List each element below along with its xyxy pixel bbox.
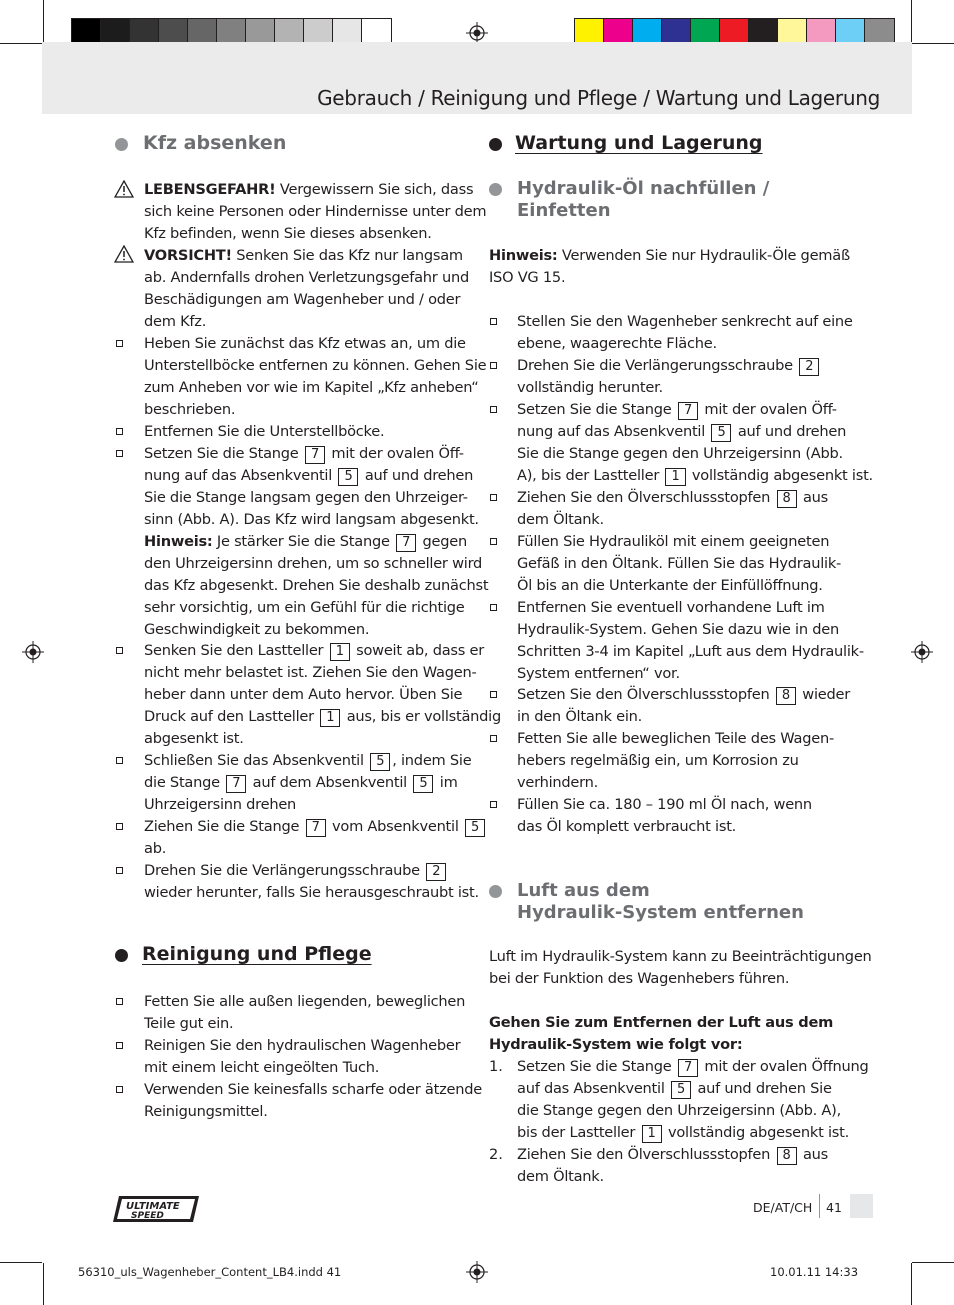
text: nicht mehr belastet ist. Ziehen Sie den Wagen- xyxy=(144,664,477,681)
text: A), bis der Lastteller xyxy=(517,467,664,484)
text: sich keine Personen oder Hindernisse unter dem xyxy=(144,203,487,220)
text: abgesenkt ist. xyxy=(144,730,244,747)
part-number: 5 xyxy=(671,1081,691,1099)
instruction-heading xyxy=(489,1012,833,1056)
crop-mark xyxy=(912,1262,954,1263)
list-item xyxy=(144,750,471,816)
warning-label: LEBENSGEFAHR! xyxy=(144,181,276,198)
text: vollständig herunter. xyxy=(517,379,663,396)
text: Sie die Stange langsam gegen den Uhrzeiger- xyxy=(144,489,468,506)
text: Einfetten xyxy=(517,200,611,221)
hint-label: Hinweis: xyxy=(489,247,558,264)
crop-mark xyxy=(43,0,44,42)
country-codes: DE/AT/CH xyxy=(753,1200,813,1215)
list-bullet-icon xyxy=(116,428,123,435)
list-bullet-icon xyxy=(490,801,497,808)
text: hebers regelmäßig ein, um Korrosion zu xyxy=(517,752,799,769)
text: verhindern. xyxy=(517,774,599,791)
text: Druck auf den Lastteller xyxy=(144,708,319,725)
part-number: 7 xyxy=(678,402,698,420)
text: Setzen Sie die Stange xyxy=(517,1058,676,1075)
text: Gehen Sie zum Entfernen der Luft aus dem xyxy=(489,1014,834,1031)
text: auf und drehen xyxy=(733,423,847,440)
text: Verwenden Sie nur Hydraulik-Öle gemäß xyxy=(557,247,850,264)
warning-label: VORSICHT! xyxy=(144,247,232,264)
registration-mark-icon xyxy=(466,1261,488,1283)
section-bullet-icon xyxy=(489,183,502,196)
list-item xyxy=(144,1035,460,1079)
list-bullet-icon xyxy=(490,538,497,545)
list-bullet-icon xyxy=(116,1042,123,1049)
list-bullet-icon xyxy=(116,340,123,347)
text: bis der Lastteller xyxy=(517,1124,640,1141)
text: Je stärker Sie die Stange xyxy=(212,533,395,550)
text: Verwenden Sie keinesfalls scharfe oder ätzende xyxy=(144,1081,482,1098)
text: auf das Absenkventil xyxy=(517,1080,670,1097)
warning-triangle-icon xyxy=(114,245,134,263)
text: mit der ovalen Öffnung xyxy=(699,1058,869,1075)
text: auf und drehen Sie xyxy=(693,1080,832,1097)
text: Ziehen Sie den Ölverschlussstopfen xyxy=(517,489,775,506)
hint-label: Hinweis: xyxy=(144,533,213,550)
section-bullet-icon xyxy=(115,138,128,151)
section-bullet-icon xyxy=(115,949,128,962)
list-item xyxy=(517,399,873,487)
text: Hydraulik-Öl nachfüllen / xyxy=(517,178,770,199)
text: Ziehen Sie den Ölverschlussstopfen xyxy=(517,1146,775,1163)
part-number: 7 xyxy=(305,446,325,464)
svg-text:SPEED: SPEED xyxy=(131,1211,164,1221)
part-number: 1 xyxy=(320,709,340,727)
list-item xyxy=(517,355,821,399)
page-tab xyxy=(850,1194,873,1218)
list-bullet-icon xyxy=(116,998,123,1005)
text: ab. Andernfalls drohen Verletzungsgefahr und xyxy=(144,269,469,286)
text: Hydraulik-System wie folgt vor: xyxy=(489,1036,743,1053)
numbered-step xyxy=(517,1056,869,1144)
text: Stellen Sie den Wagenheber senkrecht auf eine xyxy=(517,313,853,330)
list-bullet-icon xyxy=(116,647,123,654)
text: in den Öltank ein. xyxy=(517,708,643,725)
list-item xyxy=(144,991,465,1035)
text: Teile gut ein. xyxy=(144,1015,234,1032)
ultimate-speed-logo xyxy=(113,1194,201,1224)
text: ebene, waagerechte Fläche. xyxy=(517,335,717,352)
part-number: 8 xyxy=(777,490,797,508)
text: ISO VG 15. xyxy=(489,269,566,286)
text: mit der ovalen Öff- xyxy=(699,401,837,418)
section-heading-reinigung: Reinigung und Pflege xyxy=(142,943,372,965)
registration-mark-icon xyxy=(911,641,933,663)
part-number: 5 xyxy=(338,468,358,486)
text: Hydraulik-System. Gehen Sie dazu wie in den xyxy=(517,621,839,638)
list-item xyxy=(144,421,384,443)
text: das Öl komplett verbraucht ist. xyxy=(517,818,737,835)
text: vollständig abgesenkt ist. xyxy=(687,467,873,484)
list-item xyxy=(144,333,486,421)
crop-mark xyxy=(912,43,954,44)
text: Fetten Sie alle außen liegenden, beweglichen xyxy=(144,993,466,1010)
text: Öl bis an die Unterkante der Einfüllöffnung. xyxy=(517,577,823,594)
text: den Uhrzeigersinn drehen, um so schneller wird xyxy=(144,555,483,572)
text: im xyxy=(435,774,458,791)
text: zum Anheben vor wie im Kapitel „Kfz anheben“ xyxy=(144,379,479,396)
text: Luft im Hydraulik-System kann zu Beeinträchtigungen xyxy=(489,948,872,965)
text: dem Öltank. xyxy=(517,511,604,528)
text: Sie die Stange gegen den Uhrzeigersinn (Abb. xyxy=(517,445,843,462)
list-bullet-icon xyxy=(490,318,497,325)
text: gegen xyxy=(418,533,467,550)
text: System entfernen“ vor. xyxy=(517,665,680,682)
warning-lebensgefahr xyxy=(144,179,486,245)
list-item xyxy=(144,860,479,904)
text: das Kfz abgesenkt. Drehen Sie deshalb zunächst xyxy=(144,577,489,594)
registration-mark-icon xyxy=(22,641,44,663)
warning-triangle-icon xyxy=(114,180,134,198)
crop-mark xyxy=(911,0,912,42)
text: dem Kfz. xyxy=(144,313,207,330)
list-bullet-icon xyxy=(116,867,123,874)
list-item xyxy=(144,443,488,641)
part-number: 1 xyxy=(642,1125,662,1143)
text: aus xyxy=(798,1146,828,1163)
crop-mark xyxy=(43,1263,44,1305)
list-item xyxy=(517,487,828,531)
text: aus, bis er vollständig xyxy=(342,708,501,725)
page-title: Gebrauch / Reinigung und Pflege / Wartung und Lagerung xyxy=(317,86,880,110)
part-number: 1 xyxy=(330,643,350,661)
text: nung auf das Absenkventil xyxy=(144,467,337,484)
text: , indem Sie xyxy=(392,752,472,769)
text: mit einem leicht eingeölten Tuch. xyxy=(144,1059,380,1076)
numbered-step xyxy=(517,1144,828,1188)
list-bullet-icon xyxy=(490,362,497,369)
crop-mark xyxy=(0,1262,42,1263)
text: Uhrzeigersinn drehen xyxy=(144,796,297,813)
list-bullet-icon xyxy=(116,823,123,830)
list-item xyxy=(517,794,812,838)
svg-text:ULTIMATE: ULTIMATE xyxy=(126,1201,180,1212)
crop-mark xyxy=(0,43,42,44)
list-item xyxy=(144,1079,482,1123)
step-number: 2. xyxy=(489,1146,503,1163)
text: Senken Sie das Kfz nur langsam xyxy=(231,247,463,264)
list-bullet-icon xyxy=(490,604,497,611)
hint-paragraph xyxy=(489,245,850,289)
part-number: 5 xyxy=(370,753,390,771)
text: nung auf das Absenkventil xyxy=(517,423,710,440)
section-heading-wartung: Wartung und Lagerung xyxy=(515,132,763,154)
text: Drehen Sie die Verlängerungsschraube xyxy=(517,357,798,374)
part-number: 7 xyxy=(306,819,326,837)
text: Füllen Sie Hydrauliköl mit einem geeigneten xyxy=(517,533,830,550)
text: sehr vorsichtig, um ein Gefühl für die richtige xyxy=(144,599,465,616)
text: Kfz befinden, wenn Sie dieses absenken. xyxy=(144,225,432,242)
text: vollständig abgesenkt ist. xyxy=(663,1124,849,1141)
date-slug: 10.01.11 14:33 xyxy=(770,1265,859,1279)
part-number: 5 xyxy=(413,775,433,793)
text: beschrieben. xyxy=(144,401,236,418)
text: Senken Sie den Lastteller xyxy=(144,642,328,659)
text: Beschädigungen am Wagenheber und / oder xyxy=(144,291,461,308)
text: auf und drehen xyxy=(360,467,474,484)
page-number: 41 xyxy=(826,1200,842,1215)
list-bullet-icon xyxy=(116,450,123,457)
text: mit der ovalen Öff- xyxy=(326,445,464,462)
part-number: 8 xyxy=(776,687,796,705)
list-item xyxy=(144,640,501,750)
subsection-heading-luft xyxy=(517,880,804,924)
text: Setzen Sie den Ölverschlussstopfen xyxy=(517,686,774,703)
list-item xyxy=(517,684,850,728)
text: Setzen Sie die Stange xyxy=(517,401,676,418)
part-number: 7 xyxy=(678,1059,698,1077)
text: Vergewissern Sie sich, dass xyxy=(275,181,474,198)
list-item xyxy=(144,816,487,860)
part-number: 8 xyxy=(777,1147,797,1165)
text: Luft aus dem xyxy=(517,880,650,901)
text: auf dem Absenkventil xyxy=(248,774,412,791)
part-number: 7 xyxy=(396,534,416,552)
text: Ziehen Sie die Stange xyxy=(144,818,304,835)
text: Geschwindigkeit zu bekommen. xyxy=(144,621,370,638)
text: Reinigungsmittel. xyxy=(144,1103,268,1120)
text: wieder herunter, falls Sie herausgeschraubt ist. xyxy=(144,884,479,901)
text: Entfernen Sie die Unterstellböcke. xyxy=(144,423,385,440)
text: die Stange xyxy=(144,774,225,791)
step-number: 1. xyxy=(489,1058,503,1075)
list-bullet-icon xyxy=(490,494,497,501)
text: Fetten Sie alle beweglichen Teile des Wagen- xyxy=(517,730,834,747)
crop-mark xyxy=(911,1263,912,1305)
text: die Stange gegen den Uhrzeigersinn (Abb. A), xyxy=(517,1102,841,1119)
part-number: 1 xyxy=(665,468,685,486)
text: vom Absenkventil xyxy=(327,818,464,835)
text: aus xyxy=(798,489,828,506)
part-number: 2 xyxy=(426,863,446,881)
text: dem Öltank. xyxy=(517,1168,604,1185)
text: Heben Sie zunächst das Kfz etwas an, um die xyxy=(144,335,466,352)
text: Schritten 3-4 im Kapitel „Luft aus dem Hydraulik- xyxy=(517,643,864,660)
list-item xyxy=(517,311,853,355)
text: Reinigen Sie den hydraulischen Wagenheber xyxy=(144,1037,461,1054)
part-number: 5 xyxy=(465,819,485,837)
text: Schließen Sie das Absenkventil xyxy=(144,752,369,769)
list-item xyxy=(517,728,834,794)
footer-divider xyxy=(819,1194,820,1218)
section-heading-kfz-absenken: Kfz absenken xyxy=(143,132,287,154)
text: bei der Funktion des Wagenhebers führen. xyxy=(489,970,790,987)
part-number: 2 xyxy=(799,358,819,376)
text: Setzen Sie die Stange xyxy=(144,445,303,462)
intro-paragraph xyxy=(489,946,872,990)
text: Füllen Sie ca. 180 – 190 ml Öl nach, wenn xyxy=(517,796,812,813)
section-bullet-icon xyxy=(489,885,502,898)
text: soweit ab, dass er xyxy=(351,642,484,659)
list-bullet-icon xyxy=(490,691,497,698)
text: Entfernen Sie eventuell vorhandene Luft im xyxy=(517,599,825,616)
text: heber dann unter dem Auto hervor. Üben Sie xyxy=(144,686,463,703)
section-bullet-icon xyxy=(489,138,502,151)
part-number: 7 xyxy=(226,775,246,793)
subsection-heading-oel xyxy=(517,178,769,222)
text: sinn (Abb. A). Das Kfz wird langsam abgesenkt. xyxy=(144,511,479,528)
text: Drehen Sie die Verlängerungsschraube xyxy=(144,862,425,879)
list-item xyxy=(517,531,841,597)
file-slug: 56310_uls_Wagenheber_Content_LB4.indd 41 xyxy=(78,1265,342,1279)
part-number: 5 xyxy=(711,424,731,442)
text: Hydraulik-System entfernen xyxy=(517,902,804,923)
text: Unterstellböcke entfernen zu können. Gehen Sie xyxy=(144,357,487,374)
list-item xyxy=(517,597,864,685)
text: wieder xyxy=(797,686,851,703)
list-bullet-icon xyxy=(490,735,497,742)
text: Gefäß in den Öltank. Füllen Sie das Hydraulik- xyxy=(517,555,842,572)
warning-vorsicht xyxy=(144,245,469,333)
list-bullet-icon xyxy=(116,1086,123,1093)
list-bullet-icon xyxy=(116,757,123,764)
text: ab. xyxy=(144,840,167,857)
list-bullet-icon xyxy=(490,406,497,413)
registration-mark-icon xyxy=(466,22,488,44)
